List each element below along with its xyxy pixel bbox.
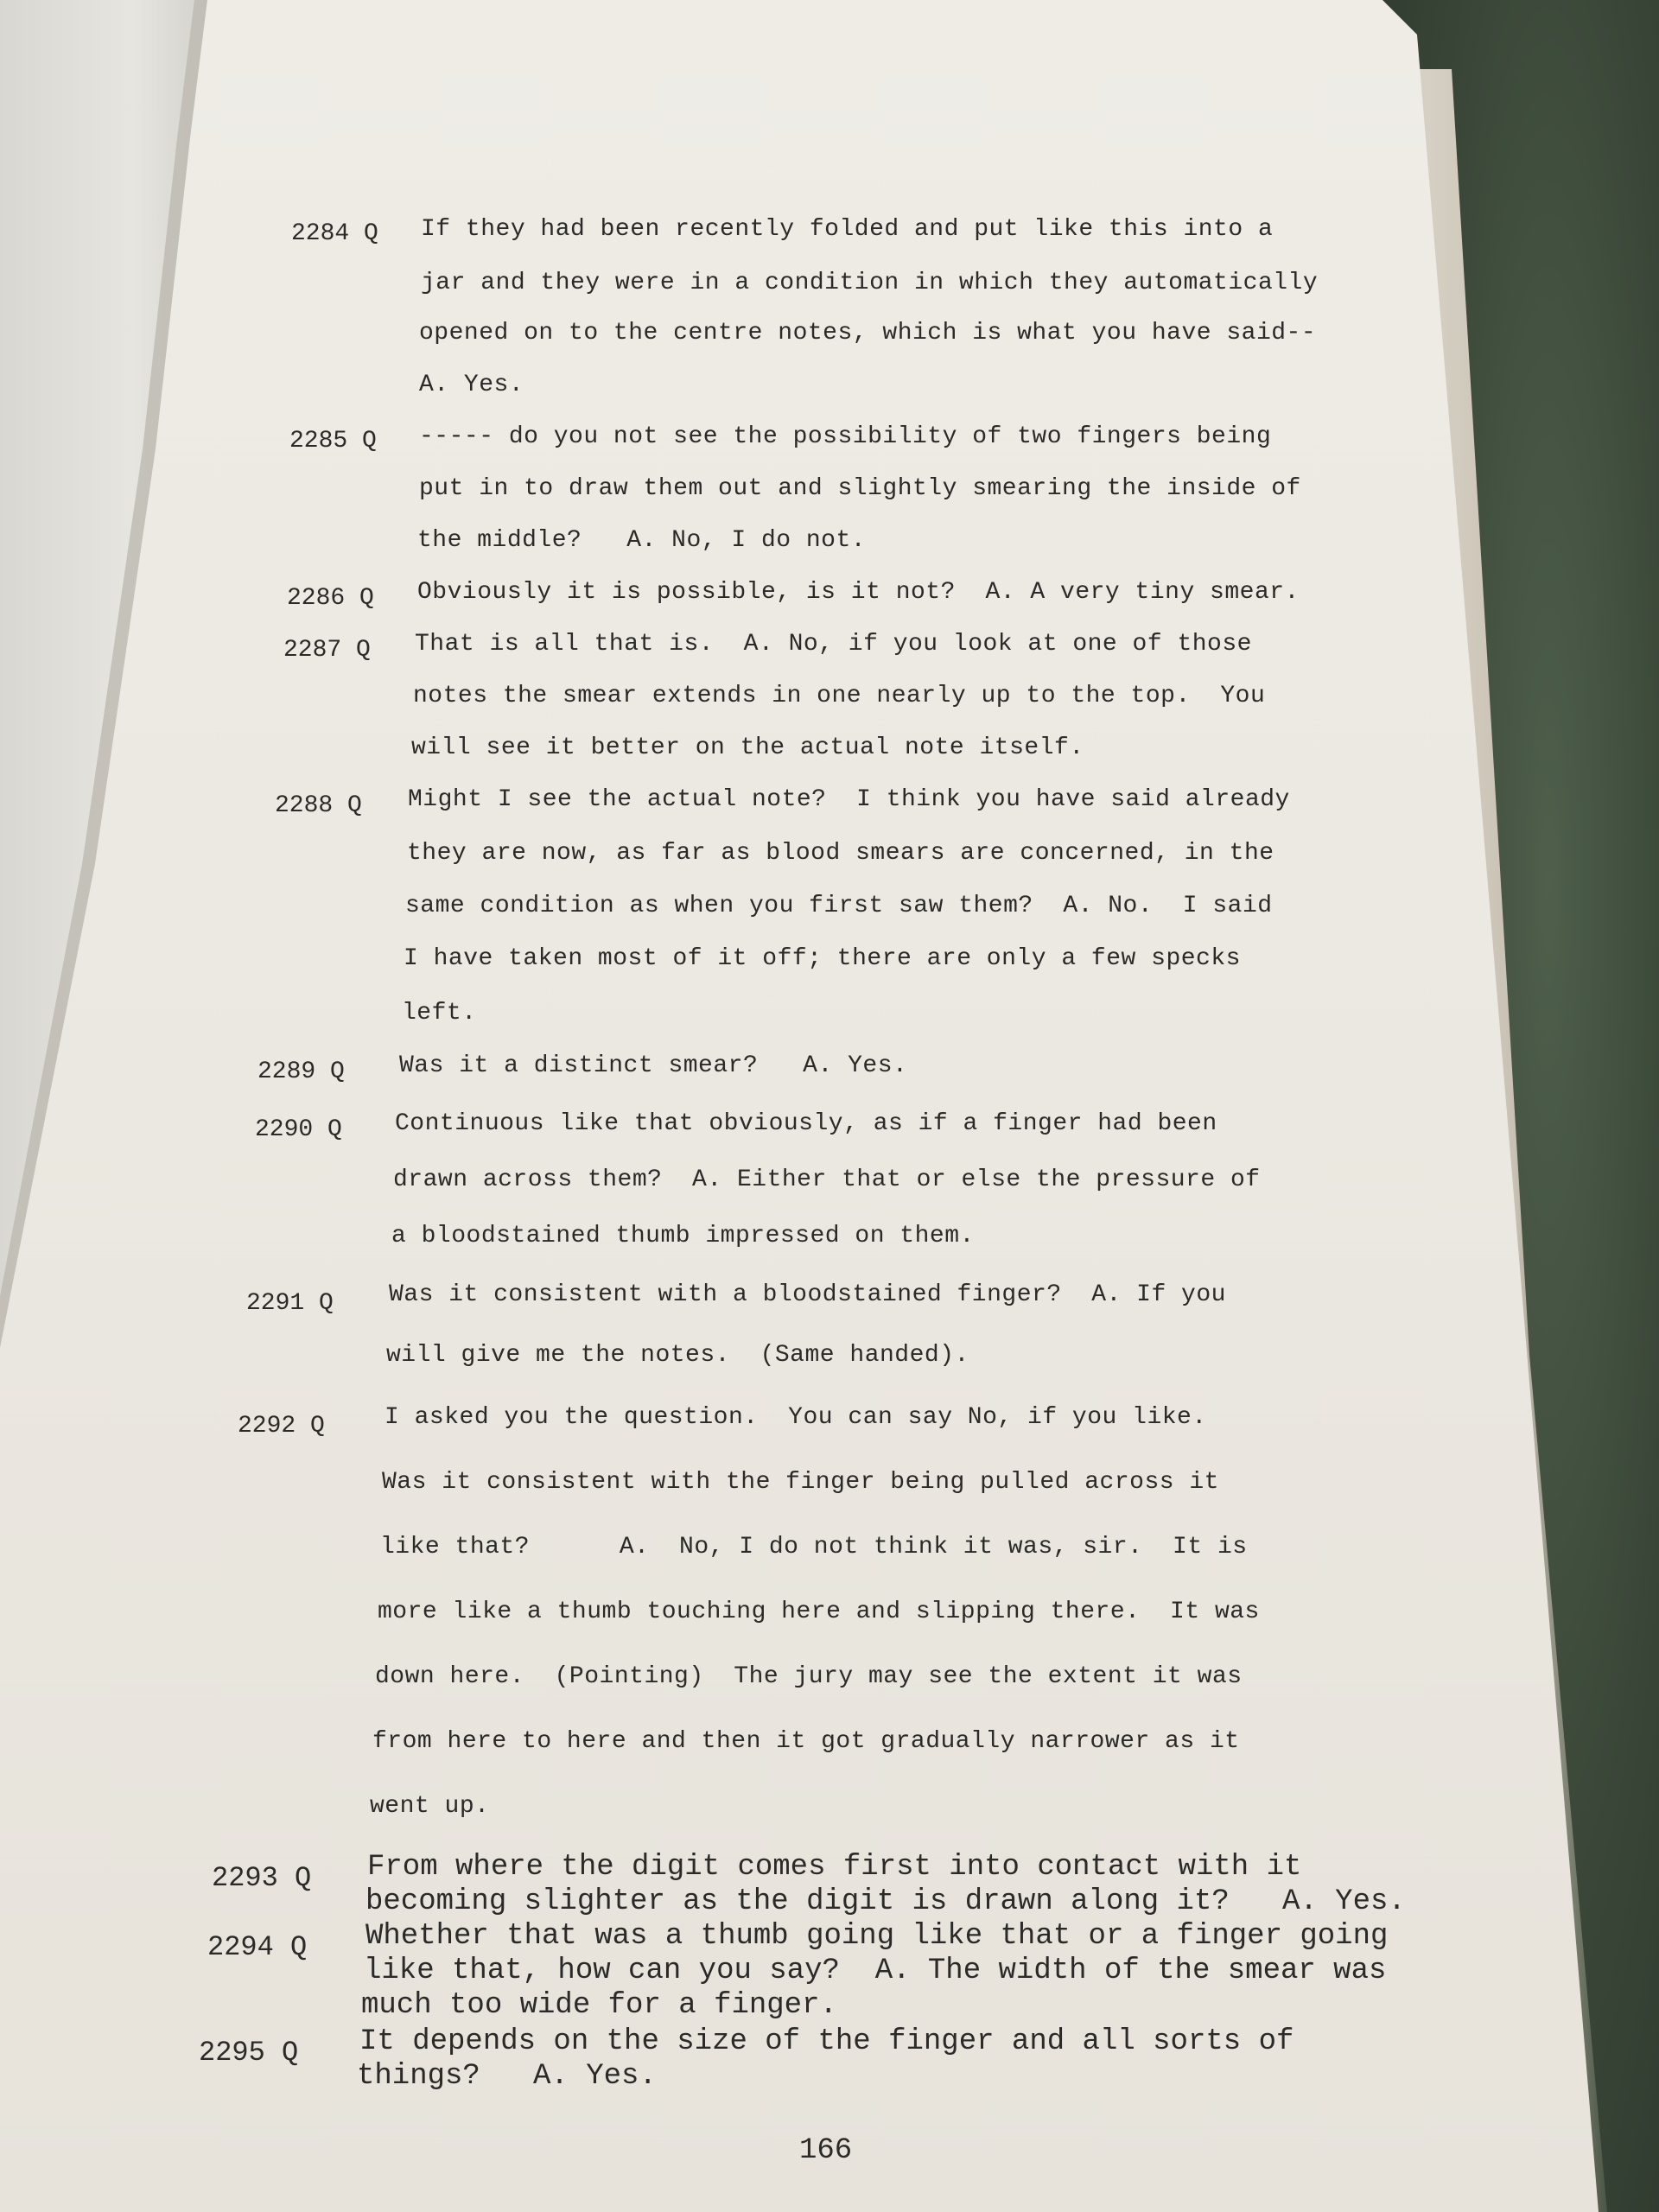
transcript-line: opened on to the centre notes, which is what you have said-- [419,320,1317,346]
transcript-line: I have taken most of it off; there are only a few specks [404,945,1241,972]
transcript-line: Was it consistent with a bloodstained finger? A. If you [389,1281,1226,1308]
transcript-line: like that? A. No, I do not think it was, sir. It is [380,1534,1248,1560]
transcript-line: I asked you the question. You can say No, if you like. [385,1404,1207,1431]
transcript-line: down here. (Pointing) The jury may see the extent it was [375,1663,1243,1690]
transcript-line: ----- do you not see the possibility of two fingers being [419,423,1272,450]
transcript-line: From where the digit comes first into contact with it [367,1851,1302,1884]
question-number: 2291 Q [246,1290,334,1317]
transcript-line: That is all that is. A. No, if you look at one of those [415,631,1252,658]
transcript-line: A. Yes. [419,372,524,398]
question-number: 2284 Q [291,220,378,247]
transcript-line: much too wide for a finger. [361,1989,837,2022]
question-number: 2288 Q [275,792,362,819]
transcript-line: jar and they were in a condition in which they automatically [421,270,1319,296]
question-number: 2292 Q [238,1413,325,1440]
transcript-line: drawn across them? A. Either that or else the pressure of [393,1166,1261,1193]
transcript-line: left. [402,1000,477,1027]
transcript-line: same condition as when you first saw them? A. No. I said [405,893,1273,919]
transcript-line: Obviously it is possible, is it not? A. A very tiny smear. [417,579,1300,606]
question-number: 2286 Q [287,585,374,612]
transcript-line: Was it a distinct smear? A. Yes. [399,1052,908,1079]
transcript-line: Might I see the actual note? I think you have said already [408,786,1290,813]
transcript-line: put in to draw them out and slightly smearing the inside of [419,475,1301,502]
transcript-line: It depends on the size of the finger and all sorts of [359,2025,1294,2058]
question-number: 2295 Q [199,2037,299,2069]
transcript-line: becoming slighter as the digit is drawn along it? A. Yes. [365,1885,1406,1918]
transcript-line: they are now, as far as blood smears are concerned, in the [407,840,1274,867]
page-number: 166 [799,2134,853,2167]
question-number: 2290 Q [255,1116,342,1143]
transcript-line: will give me the notes. (Same handed). [386,1342,969,1369]
transcript-line: went up. [370,1793,490,1820]
transcript-line: from here to here and then it got gradually narrower as it [372,1728,1240,1755]
transcript-line: will see it better on the actual note itself. [411,734,1084,761]
question-number: 2287 Q [283,637,371,664]
transcript-line: a bloodstained thumb impressed on them. [391,1223,975,1249]
transcript-line: things? A. Yes. [357,2060,657,2093]
transcript-line: Continuous like that obviously, as if a finger had been [395,1110,1217,1137]
transcript-line: Was it consistent with the finger being pulled across it [382,1469,1219,1496]
question-number: 2289 Q [257,1058,345,1085]
transcript-line: the middle? A. No, I do not. [417,527,867,554]
question-number: 2294 Q [207,1931,308,1963]
transcript-line: notes the smear extends in one nearly up to the top. You [413,683,1266,709]
question-number: 2293 Q [212,1862,312,1894]
transcript-line: If they had been recently folded and put like this into a [421,216,1274,243]
transcript-line: Whether that was a thumb going like that or a finger going [365,1920,1389,1953]
question-number: 2285 Q [289,428,377,454]
transcript-line: like that, how can you say? A. The width of the smear was [364,1955,1387,1987]
transcript-line: more like a thumb touching here and slipping there. It was [378,1599,1260,1625]
